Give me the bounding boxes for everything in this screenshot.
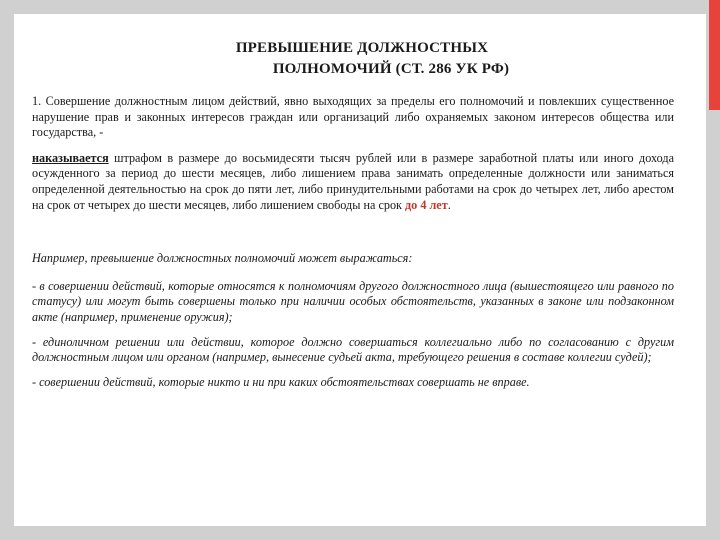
example-item-2: - единоличном решении или действии, которое должно совершаться коллегиально либо по согласованию с другим должностным лицом или органом (например, вынесение судьей акта, требующего решения в составе коллегии судей); [32, 334, 674, 365]
article-paragraph-1: 1. Совершение должностным лицом действий, явно выходящих за пределы его полномочий и повлекших существенное нарушение прав и законных интересов граждан или организаций либо охраняемых законом интересов общества или государства, - [32, 94, 674, 140]
article-paragraph-2 [32, 151, 674, 213]
punishment-term: до 4 лет [405, 197, 448, 212]
slide-title [50, 38, 674, 80]
examples-intro: Например, превышение должностных полномочий может выражаться: [32, 251, 413, 266]
punishment-end: . [447, 197, 451, 212]
example-item-3: - совершении действий, которые никто и ни при каких обстоятельствах совершать не вправе. [32, 374, 530, 389]
punishment-body: штрафом в размере до восьмидесяти тысяч рублей или в размере заработной платы или иного дохода осужденного за период до шести месяцев, либо лишением права занимать определенные должности или заниматься определенной деятельностью на срок до пяти лет, либо принудительными работами на срок до четырех лет, либо арестом на срок от четырех до шести месяцев, либо лишением свободы на срок [32, 150, 674, 212]
slide-frame-bottom [0, 526, 720, 540]
example-item-1: - в совершении действий, которые относятся к полномочиям другого должностного лица (вышестоящего или равного по статусу) или могут быть совершены только при наличии особых обстоятельств, указанных в законе или подзаконном акте (например, применение оружия); [32, 278, 674, 324]
accent-bar [709, 0, 720, 110]
slide-content [32, 30, 674, 399]
title-line-2: ПОЛНОМОЧИЙ (СТ. 286 УК РФ) [272, 61, 510, 77]
title-line-1: ПРЕВЫШЕНИЕ ДОЛЖНОСТНЫХ [235, 40, 489, 56]
slide-frame-top [0, 0, 720, 14]
punishment-lead: наказывается [32, 150, 109, 165]
slide-frame-left [0, 0, 14, 540]
